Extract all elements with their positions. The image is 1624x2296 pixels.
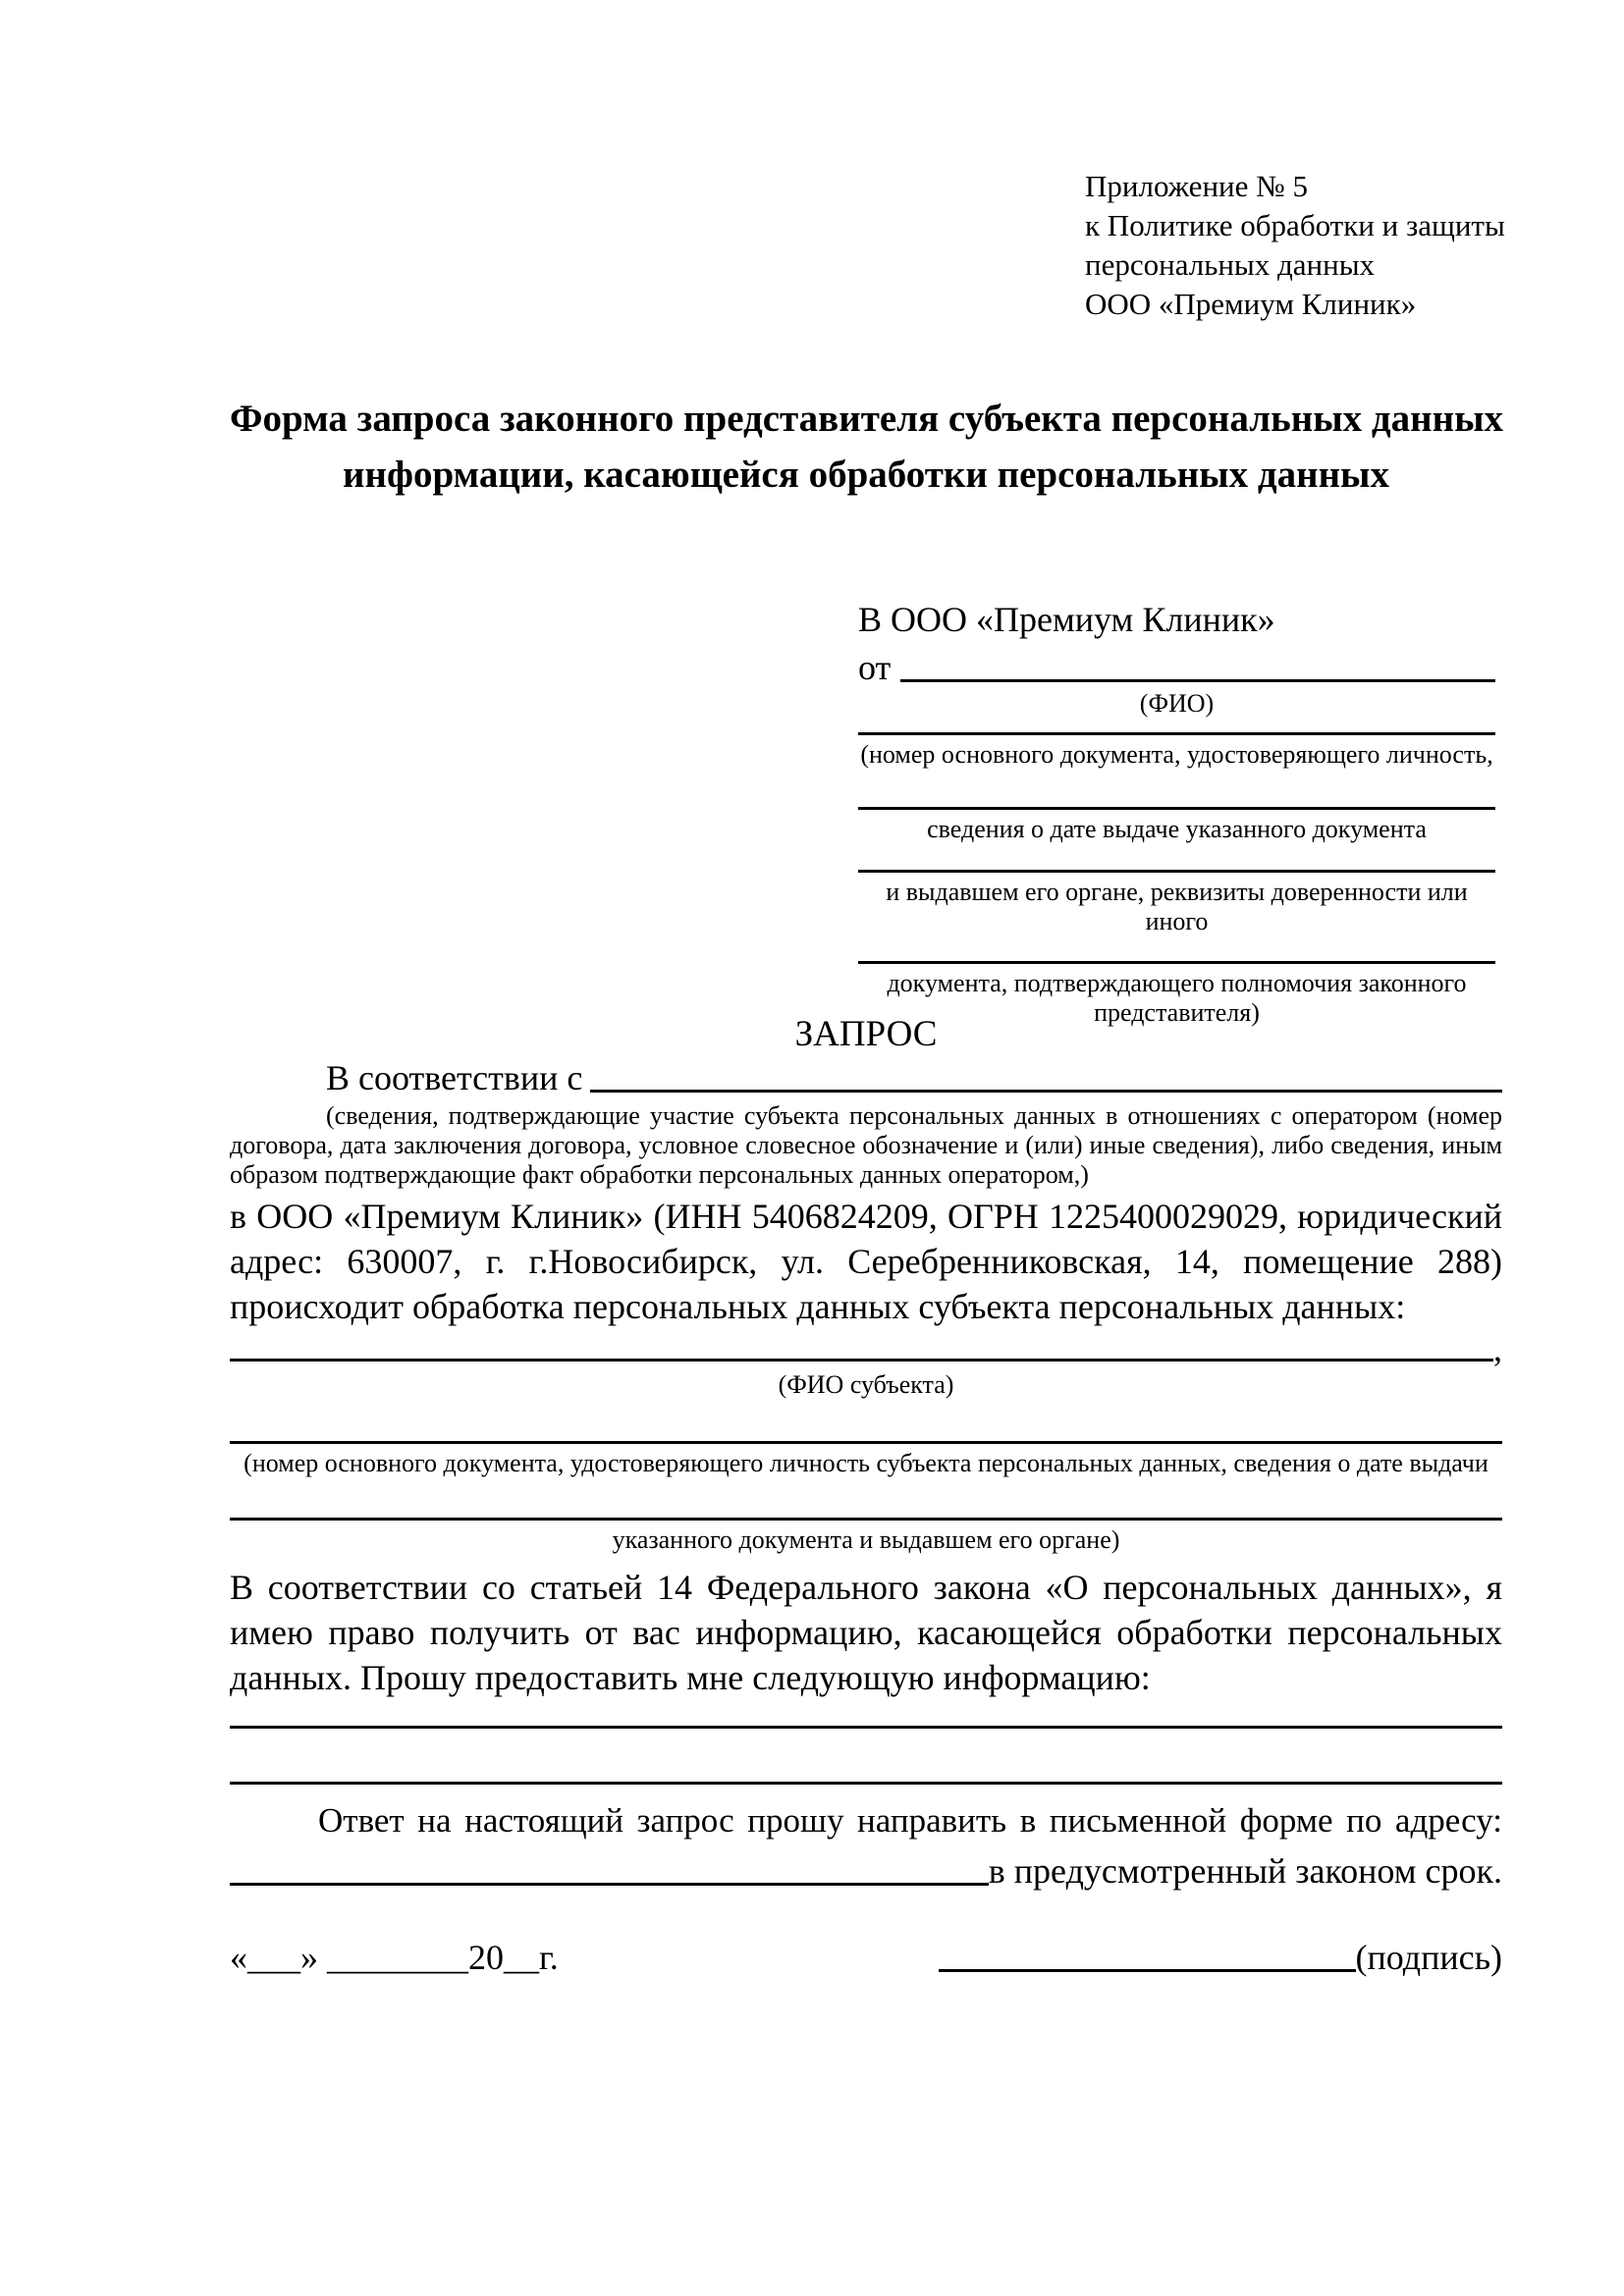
addressee-to: В ООО «Премиум Клиник»: [858, 600, 1275, 639]
from-label: от: [858, 648, 892, 687]
date-placeholder: «___» ________20__г.: [230, 1938, 559, 1977]
law-paragraph: В соответствии со статьей 14 Федерального закона «О персональных данных», я имею право получить от вас информацию, касающейся обработки персональных данных. Прошу предоставить мне следующую информацию:: [230, 1568, 1502, 1697]
representative-fio-line: [900, 679, 1495, 682]
title-line-1: Форма запроса законного представителя субъекта персональных данных: [230, 398, 1504, 440]
representative-doc-line-4: [858, 961, 1495, 964]
signature-caption: (подпись): [1355, 1938, 1502, 1977]
representative-doc-field-1: [858, 732, 1495, 770]
document-title: [230, 391, 1502, 503]
representative-doc-line-2: [858, 807, 1495, 810]
subject-doc-caption-2: указанного документа и выдавшем его органе): [612, 1525, 1120, 1554]
request-body: [230, 1056, 1502, 1979]
authority-doc-caption: документа, подтверждающего полномочия законного представителя): [887, 969, 1467, 1027]
appendix-line-3: персональных данных: [1085, 247, 1376, 282]
reply-paragraph: Ответ на настоящий запрос прошу направить в письменной форме по адресу:: [318, 1801, 1502, 1840]
issue-date-caption: сведения о дате выдаче указанного документа: [927, 815, 1427, 843]
subject-fio-row: [230, 1329, 1502, 1368]
issuing-authority-caption: и выдавшем его органе, реквизиты доверенности или иного: [886, 878, 1468, 935]
appendix-block: [1085, 167, 1505, 324]
subject-doc-line-1: [230, 1441, 1502, 1444]
addressee-block: [858, 597, 1495, 1028]
signature-line: [939, 1969, 1356, 1972]
info-request-line-2: [230, 1782, 1502, 1785]
opening-label: В соответствии с: [326, 1058, 583, 1097]
representative-doc-line-1: [858, 732, 1495, 735]
subject-fio-line: [230, 1359, 1493, 1362]
opening-note: (сведения, подтверждающие участие субъекта персональных данных в отношениях с оператором (номер договора, дата заключения договора, условное словесное обозначение и (или) иные сведения), либо сведения, иным образом подтверждающие факт обработки персональных данных оператором,): [230, 1101, 1502, 1189]
subject-fio-caption: (ФИО субъекта): [778, 1370, 954, 1399]
subject-line-comma: ,: [1493, 1329, 1502, 1368]
representative-doc-field-2: [858, 807, 1495, 844]
signature-block: [939, 1936, 1502, 1979]
title-line-2: информации, касающейся обработки персональных данных: [343, 454, 1389, 496]
fio-caption: (ФИО): [1139, 689, 1215, 718]
subject-doc-caption-1: (номер основного документа, удостоверяющего личность субъекта персональных данных, сведения о дате выдачи: [244, 1449, 1489, 1477]
appendix-line-1: Приложение № 5: [1085, 169, 1308, 203]
request-heading: ЗАПРОС: [794, 1014, 938, 1054]
representative-doc-field-3: [858, 870, 1495, 936]
appendix-line-2: к Политике обработки и защиты: [1085, 208, 1505, 242]
from-row: [858, 642, 1495, 689]
info-request-line-1: [230, 1726, 1502, 1729]
appendix-line-4: ООО «Премиум Клиник»: [1085, 287, 1417, 321]
footer-row: [230, 1936, 1502, 1979]
opening-row: [230, 1056, 1502, 1099]
subject-doc-line-2: [230, 1518, 1502, 1521]
basis-fill-line: [590, 1090, 1502, 1093]
operator-paragraph: в ООО «Премиум Клиник» (ИНН 5406824209, ОГРН 1225400029029, юридический адрес: 630007, г. г.Новосибирск, ул. Серебренниковская, 14, помещение 288) происходит обработка персональных данных субъекта персональных данных:: [230, 1197, 1502, 1326]
reply-tail: в предусмотренный законом срок.: [988, 1851, 1502, 1891]
doc-number-caption: (номер основного документа, удостоверяющего личность,: [860, 740, 1493, 769]
reply-address-row: [230, 1845, 1502, 1893]
reply-address-line: [230, 1883, 989, 1886]
representative-doc-line-3: [858, 870, 1495, 873]
